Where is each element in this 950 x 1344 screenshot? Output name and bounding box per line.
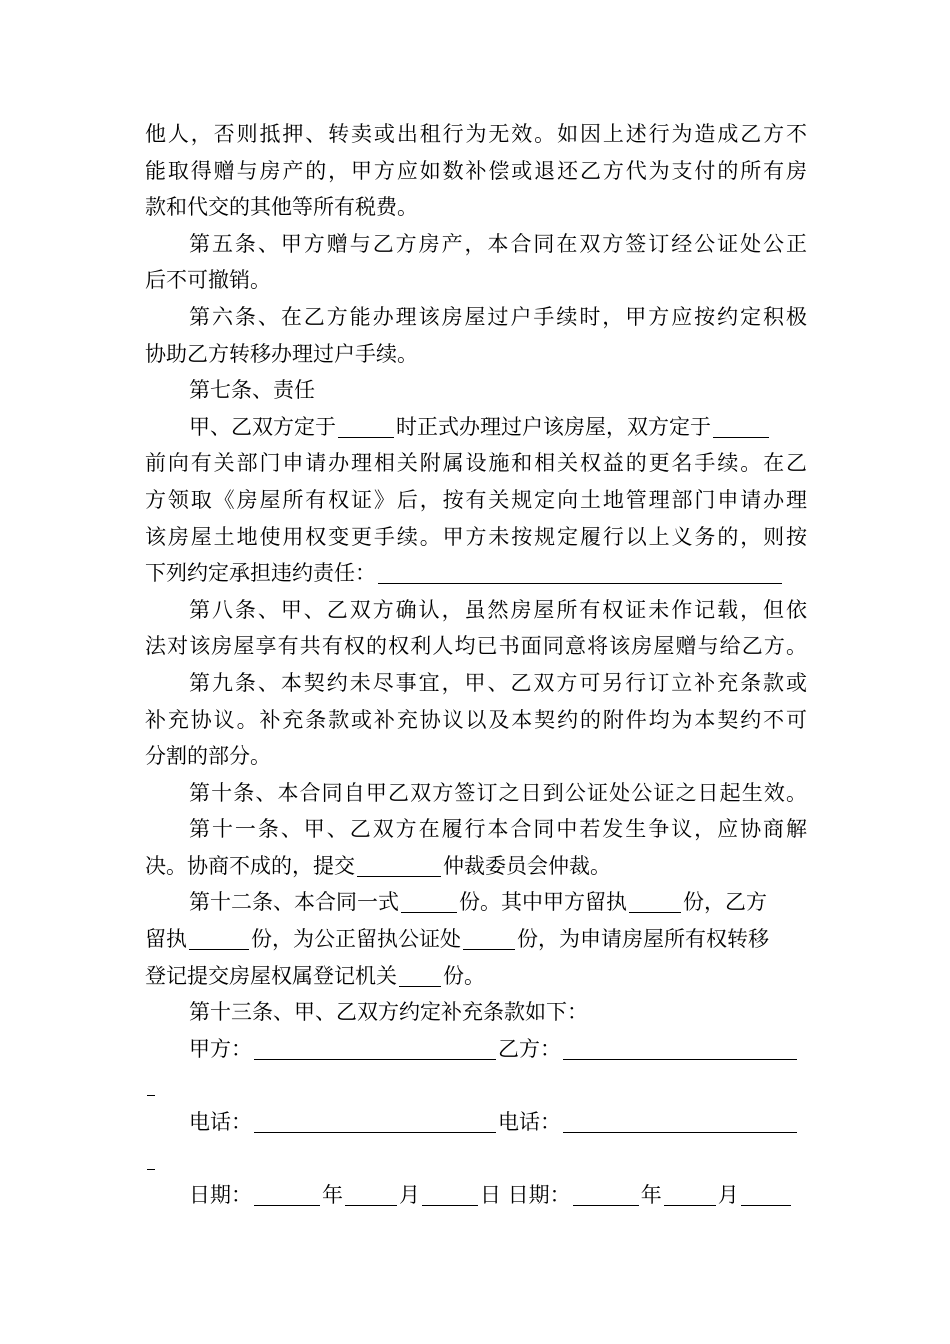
blank-field[interactable] [664, 1183, 716, 1206]
line-text: 日 日期： [480, 1183, 571, 1208]
text-line [145, 811, 807, 848]
line-text: 他人，否则抵押、转卖或出租行为无效。如因上述行为造成乙方不 [145, 122, 807, 146]
line-text: 日期： [189, 1183, 252, 1208]
line-text: 份，为申请房屋所有权转移 [517, 927, 769, 952]
line-text: 乙方： [498, 1036, 561, 1061]
line-text: 第九条、本契约未尽事宜，甲、乙双方可另行订立补充条款或 [189, 670, 807, 695]
text-line [145, 1031, 807, 1068]
line-text: 前向有关部门申请办理相关附属设施和相关权益的更名手续。在乙 [145, 451, 807, 476]
text-line [145, 592, 807, 629]
line-text: 仲裁委员会仲裁。 [443, 853, 611, 878]
text-line [145, 482, 807, 519]
text-line [145, 738, 807, 775]
line-text: 后不可撤销。 [145, 268, 271, 293]
text-line [145, 1104, 807, 1141]
line-text: 款和代交的其他等所有税费。 [145, 195, 418, 220]
line-text: 第十一条、甲、乙双方在履行本合同中若发生争议，应协商解 [189, 817, 807, 842]
blank-field[interactable] [713, 415, 769, 438]
line-text: 该房屋土地使用权变更手续。甲方未按规定履行以上义务的，则按 [145, 524, 807, 549]
line-text: 甲、乙双方定于 [189, 414, 336, 439]
text-line [145, 299, 807, 336]
line-text: 年 [322, 1183, 343, 1208]
line-text: 第十二条、本合同一式 [189, 890, 399, 915]
text-line [145, 848, 807, 885]
text-line [145, 1177, 807, 1214]
line-text: 份。 [443, 963, 485, 988]
text-line [145, 189, 807, 226]
blank-field[interactable] [254, 1183, 320, 1206]
text-line [145, 884, 807, 921]
text-line [145, 555, 807, 592]
blank-field[interactable] [401, 890, 457, 913]
text-line [145, 336, 807, 373]
line-text: 月 [399, 1183, 420, 1208]
line-text: 补充协议。补充条款或补充协议以及本契约的附件均为本契约不可 [145, 707, 807, 732]
blank-field[interactable] [357, 854, 441, 877]
line-text: 下列约定承担违约责任： [145, 561, 376, 586]
line-text: 第七条、责任 [189, 378, 315, 403]
line-text: 第八条、甲、乙双方确认，虽然房屋所有权证未作记载，但依 [189, 597, 807, 622]
blank-field[interactable] [422, 1183, 478, 1206]
line-text: 份，乙方 [683, 890, 767, 915]
blank-field[interactable] [345, 1183, 397, 1206]
text-line [145, 665, 807, 702]
line-text: 电话： [189, 1110, 252, 1135]
text-line [145, 226, 807, 263]
blank-field[interactable] [338, 415, 394, 438]
text-line [145, 921, 807, 958]
text-line [145, 1141, 807, 1178]
blank-field[interactable] [563, 1110, 797, 1133]
line-text: 决。协商不成的，提交 [145, 853, 355, 878]
line-text: 第六条、在乙方能办理该房屋过户手续时，甲方应按约定积极 [189, 304, 807, 329]
blank-field[interactable] [463, 927, 515, 950]
text-line [145, 702, 807, 739]
line-text: 甲方： [189, 1036, 252, 1061]
line-text: 登记提交房屋权属登记机关 [145, 963, 397, 988]
blank-field[interactable] [741, 1183, 791, 1206]
blank-field[interactable] [189, 927, 249, 950]
line-text: 第五条、甲方赠与乙方房产，本合同在双方签订经公证处公正 [189, 231, 807, 256]
blank-field[interactable] [147, 1147, 155, 1170]
line-text: 年 [640, 1183, 662, 1208]
line-text: 月 [717, 1183, 739, 1208]
text-line [145, 775, 807, 812]
line-text: 留执 [145, 927, 187, 952]
line-text: 分割的部分。 [145, 744, 271, 769]
text-line [145, 519, 807, 556]
blank-field[interactable] [563, 1037, 797, 1060]
line-text: 份。其中甲方留执 [459, 890, 627, 915]
line-text: 方领取《房屋所有权证》后，按有关规定向土地管理部门申请办理 [145, 487, 807, 512]
text-line [145, 1067, 807, 1104]
text-line [145, 994, 807, 1031]
line-text: 份，为公正留执公证处 [251, 927, 461, 952]
line-text: 第十三条、甲、乙双方约定补充条款如下： [189, 1000, 588, 1025]
blank-field[interactable] [378, 561, 782, 584]
blank-field[interactable] [399, 964, 441, 987]
blank-field[interactable] [573, 1183, 639, 1206]
text-line [145, 445, 807, 482]
text-line [145, 153, 807, 190]
line-text: 协助乙方转移办理过户手续。 [145, 341, 418, 366]
text-line [145, 262, 807, 299]
line-text: 电话： [498, 1110, 561, 1135]
text-line [145, 958, 807, 995]
blank-field[interactable] [629, 890, 681, 913]
blank-field[interactable] [254, 1037, 496, 1060]
text-line [145, 409, 807, 446]
line-text: 法对该房屋享有共有权的权利人均已书面同意将该房屋赠与给乙方。 [145, 634, 807, 659]
text-line [145, 628, 807, 665]
text-line [145, 372, 807, 409]
blank-field[interactable] [147, 1073, 155, 1096]
line-text: 时正式办理过户该房屋，双方定于 [396, 414, 711, 439]
text-line [145, 116, 807, 153]
line-text: 第十条、本合同自甲乙双方签订之日到公证处公证之日起生效。 [189, 780, 807, 805]
blank-field[interactable] [254, 1110, 496, 1133]
line-text: 能取得赠与房产的，甲方应如数补偿或退还乙方代为支付的所有房 [145, 158, 807, 183]
document-page [145, 116, 807, 1214]
